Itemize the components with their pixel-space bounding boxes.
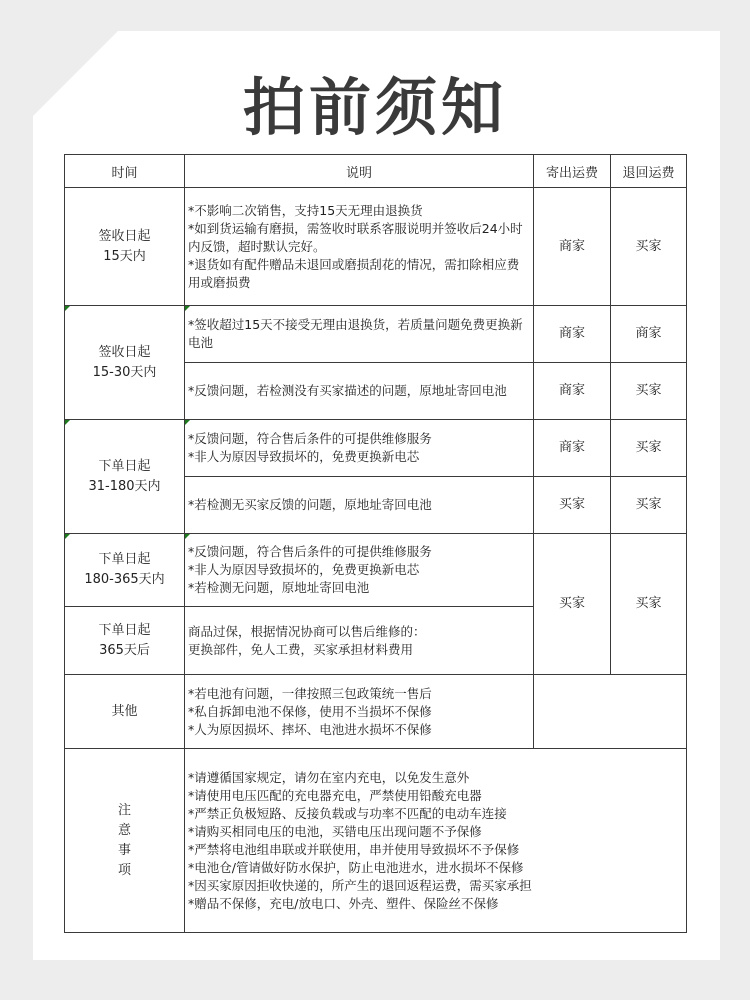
time-line: 其他 <box>111 703 138 719</box>
ship-back-cell: 买家 <box>611 363 687 420</box>
desc-line: *反馈问题，若检测没有买家描述的问题，原地址寄回电池 <box>188 383 507 398</box>
time-line: 意 <box>117 822 131 838</box>
ship-back-cell: 买家 <box>611 534 687 675</box>
desc-line: 商品过保，根据情况协商可以售后维修的： <box>188 623 426 639</box>
time-line: 项 <box>117 862 131 878</box>
ship-out-cell: 商家 <box>534 420 611 477</box>
desc-line: *反馈问题，符合售后条件的可提供维修服务 <box>188 431 432 446</box>
header-desc: 说明 <box>185 155 534 188</box>
desc-cell <box>185 749 687 933</box>
time-line: 签收日起 <box>98 344 151 360</box>
desc-line: *反馈问题，符合售后条件的可提供维修服务 <box>188 544 432 559</box>
time-cell <box>65 534 185 607</box>
header-ship-back: 退回运费 <box>611 155 687 188</box>
ship-back-cell: 买家 <box>611 188 687 306</box>
desc-line: *签收超过15天不接受无理由退换货，若质量问题免费更换新电池 <box>188 317 523 350</box>
desc-cell <box>185 607 534 675</box>
desc-cell <box>185 363 534 420</box>
time-line: 180-365天内 <box>84 572 165 587</box>
time-line: 31-180天内 <box>88 478 161 494</box>
time-line: 15-30天内 <box>92 364 157 380</box>
time-line: 签收日起 <box>98 228 151 244</box>
time-line: 下单日起 <box>98 622 151 638</box>
desc-line: *严禁将电池组串联或并联使用，串并使用导致损坏不予保修 <box>188 841 520 857</box>
table-row <box>65 749 687 933</box>
time-line: 下单日起 <box>98 458 151 474</box>
desc-cell <box>185 477 534 534</box>
desc-line: *退货如有配件赠品未退回或磨损刮花的情况，需扣除相应费用或磨损费 <box>188 256 520 290</box>
desc-line: *电池仓/管请做好防水保护，防止电池进水，进水损坏不保修 <box>188 859 524 875</box>
desc-line: *私自拆卸电池不保修，使用不当损坏不保修 <box>188 703 432 719</box>
desc-line: *若电池有问题，一律按照三包政策统一售后 <box>188 685 432 701</box>
desc-line: *请购买相同电压的电池，买错电压出现问题不予保修 <box>188 823 482 839</box>
empty-cell <box>534 675 687 749</box>
ship-out-cell: 买家 <box>534 534 611 675</box>
desc-line: *非人为原因导致损坏的，免费更换新电芯 <box>188 562 420 577</box>
desc-line: *若检测无买家反馈的问题，原地址寄回电池 <box>188 497 432 512</box>
table-row <box>65 306 687 363</box>
time-line: 事 <box>117 842 131 858</box>
desc-line: *如到货运输有磨损，需签收时联系客服说明并签收后24小时内反馈，超时默认完好。 <box>188 220 523 254</box>
table-row <box>65 675 687 749</box>
header-ship-out: 寄出运费 <box>534 155 611 188</box>
time-line: 15天内 <box>103 248 146 264</box>
header-time: 时间 <box>65 155 185 188</box>
ship-back-cell: 买家 <box>611 420 687 477</box>
desc-line: *因买家原因拒收快递的，所产生的退回返程运费，需买家承担 <box>188 877 532 893</box>
table-row <box>65 420 687 477</box>
time-line: 下单日起 <box>98 552 151 567</box>
desc-line: *严禁正负极短路、反接负载或与功率不匹配的电动车连接 <box>188 805 507 821</box>
ship-out-cell: 商家 <box>534 306 611 363</box>
desc-line: *赠品不保修，充电/放电口、外壳、塑件、保险丝不保修 <box>188 895 499 911</box>
table-row <box>65 188 687 306</box>
time-cell <box>65 188 185 306</box>
desc-line: 更换部件，免人工费，买家承担材料费用 <box>188 641 414 657</box>
desc-cell <box>185 534 534 607</box>
header-row <box>65 155 687 188</box>
time-cell <box>65 749 185 933</box>
page-title: 拍前须知 <box>242 71 507 144</box>
ship-out-cell: 商家 <box>534 363 611 420</box>
desc-line: *请使用电压匹配的充电器充电，严禁使用铅酸充电器 <box>188 787 482 803</box>
time-cell <box>65 306 185 420</box>
desc-line: *若检测无问题，原地址寄回电池 <box>188 580 370 595</box>
desc-cell <box>185 188 534 306</box>
policy-table <box>64 154 687 933</box>
time-line: 注 <box>117 802 131 818</box>
ship-out-cell: 买家 <box>534 477 611 534</box>
desc-line: *不影响二次销售，支持15天无理由退换货 <box>188 202 423 218</box>
desc-line: *非人为原因导致损坏的，免费更换新电芯 <box>188 449 420 464</box>
ship-back-cell: 买家 <box>611 477 687 534</box>
desc-line: *人为原因损坏、摔坏、电池进水损坏不保修 <box>188 721 432 737</box>
desc-cell <box>185 420 534 477</box>
desc-cell <box>185 306 534 363</box>
desc-line: *请遵循国家规定，请勿在室内充电，以免发生意外 <box>188 769 470 785</box>
time-cell <box>65 420 185 534</box>
ship-back-cell: 商家 <box>611 306 687 363</box>
time-line: 365天后 <box>99 642 150 658</box>
table-row <box>65 534 687 607</box>
time-cell <box>65 607 185 675</box>
ship-out-cell: 商家 <box>534 188 611 306</box>
time-cell <box>65 675 185 749</box>
desc-cell <box>185 675 534 749</box>
